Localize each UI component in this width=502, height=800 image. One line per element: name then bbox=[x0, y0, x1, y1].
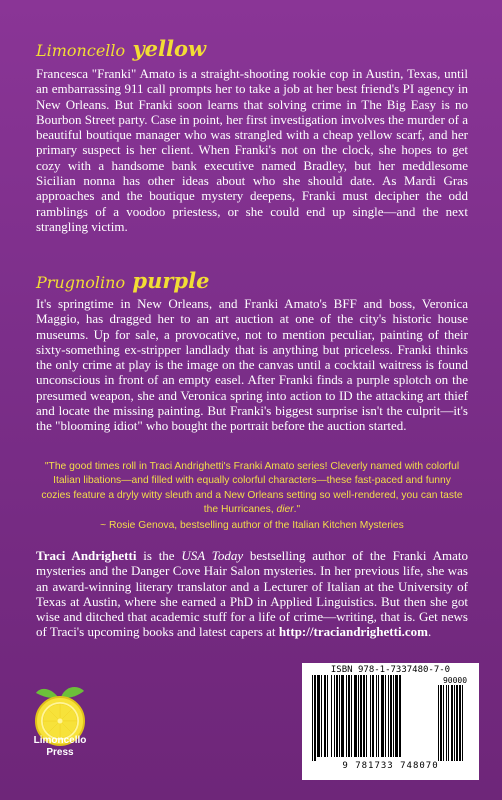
barcode-bar bbox=[363, 675, 365, 757]
barcode-addon-bar bbox=[454, 685, 455, 761]
barcode-bar bbox=[358, 675, 359, 757]
heading-script-word: Prugnolino bbox=[36, 273, 126, 292]
barcode-addon-bar bbox=[448, 685, 449, 761]
barcode-bar bbox=[360, 675, 362, 757]
barcode-bars bbox=[302, 675, 479, 761]
section-heading-prugnolino bbox=[36, 268, 209, 293]
section-heading-limoncello bbox=[36, 36, 206, 61]
barcode-addon-bar bbox=[459, 685, 461, 761]
barcode-addon-bar bbox=[443, 685, 444, 761]
barcode-bar bbox=[393, 675, 394, 757]
barcode-bar bbox=[370, 675, 371, 757]
barcode-bar bbox=[381, 675, 384, 757]
barcode-addon-digits: 90000 bbox=[442, 676, 468, 685]
barcode-addon-bar bbox=[440, 685, 442, 761]
barcode-bar bbox=[324, 675, 326, 757]
barcode-bar bbox=[341, 675, 344, 757]
synopsis-prugnolino-purple: It's springtime in New Orleans, and Franki Amato's BFF and boss, Veronica Maggio, has dragged her to an art auction at one of the city's historic house museums. Up for sale, a provocative, not to mention peculiar, painting of their sixty-something ex-stripper landlady that is anything but priceless. Franki thinks the only crime at play is the image on the canvas until a cocktail waitress is found unconscious in front of an empty easel. After Franki finds a purple splotch on the presumed weapon, she and Veronica spring into action to ID the attacking art thief and locate the missing painting. But Franki's biggest surprise isn't the culprit—it's the "blooming idiot" who bought the portrait before the auction started. bbox=[36, 296, 468, 434]
quote-text: "The good times roll in Traci Andrighetti's Franki Amato series! Cleverly named with colorful Italian libations—and filled with equally colorful characters—these fast-paced and funny cozies feature a dryly witty sleuth and a New Orleans setting so well-rendered, you can taste the Hurricanes, bbox=[41, 461, 463, 516]
barcode-bar bbox=[314, 675, 316, 761]
quote-attribution: ~ Rosie Genova, bestselling author of the Italian Kitchen Mysteries bbox=[100, 520, 404, 531]
barcode-addon-bar bbox=[451, 685, 453, 761]
barcode-digits: 9 781733 748070 bbox=[342, 761, 439, 771]
review-quote bbox=[40, 460, 464, 518]
barcode-bar bbox=[336, 675, 338, 757]
barcode-addon-bar bbox=[456, 685, 458, 761]
author-name: Traci Andrighetti bbox=[36, 548, 137, 563]
bio-text-end: . bbox=[427, 624, 432, 640]
bio-text: bestselling author of the Franki Amato mysteries and the Danger Cove Hair Salon mysteries. In her previous life, she was an award-winning literary translator and a Lecturer of Italian at the University of Texas at Austin, where she earned a PhD in Applied Linguistics. But then she got wise and ditched that academic stuff for a life of crime—writing, that is. Get news of Traci's upcoming books and latest capers at bbox=[36, 548, 468, 640]
barcode-bar bbox=[395, 675, 398, 757]
barcode-bar bbox=[385, 675, 386, 757]
author-bio bbox=[36, 548, 468, 640]
barcode-bar bbox=[388, 675, 389, 757]
heading-color-word: yellow bbox=[132, 36, 207, 61]
barcode-bar bbox=[346, 675, 347, 757]
barcode-bar bbox=[327, 675, 328, 757]
barcode-bar bbox=[366, 675, 367, 757]
barcode-bar bbox=[399, 675, 401, 757]
barcode-bar bbox=[339, 675, 340, 757]
bio-text: is the bbox=[136, 548, 182, 563]
synopsis-limoncello-yellow: Francesca "Franki" Amato is a straight-shooting rookie cop in Austin, Texas, until an embarrassing 911 call prompts her to take a job at her best friend's PI agency in New Orleans. But Franki soon learns that solving crime in The Big Easy is no Bourbon Street party. Case in point, her first investigation involves the murder of a beautiful boutique manager who was strangled with a cheap yellow scarf, and her primary suspect is her client. When Franki's not on the clock, she hopes to get cozy with a handsome bank executive named Bradley, but her meddlesome Sicilian nonna has other ideas about who she should date. As Mardi Gras approaches and the boutique mystery deepens, Franki must decipher the odd ramblings of a voodoo priestess, or she could end up single—and the next strangling victim. bbox=[36, 66, 468, 234]
barcode-addon-bar bbox=[446, 685, 447, 761]
barcode-bar bbox=[348, 675, 350, 757]
barcode-bar bbox=[321, 675, 322, 757]
barcode-bar bbox=[317, 675, 320, 757]
heading-color-word: purple bbox=[132, 268, 210, 293]
publisher-name-line1: Limoncello bbox=[33, 735, 87, 746]
barcode-bar bbox=[354, 675, 357, 757]
barcode-bar bbox=[351, 675, 352, 757]
isbn-number: ISBN 978-1-7337480-7-0 bbox=[330, 665, 451, 675]
publisher-name-line2: Press bbox=[46, 747, 74, 758]
barcode-addon-bar bbox=[462, 685, 463, 761]
barcode-bar bbox=[372, 675, 374, 757]
publisher-name bbox=[18, 735, 102, 759]
barcode-addon-bar bbox=[438, 685, 439, 761]
barcode-bar bbox=[312, 675, 313, 761]
isbn-barcode bbox=[302, 663, 479, 780]
barcode-bar bbox=[376, 675, 377, 757]
barcode-bar bbox=[331, 675, 332, 757]
barcode-bar bbox=[378, 675, 379, 757]
heading-script-word: Limoncello bbox=[36, 41, 126, 60]
bio-italic-title: USA Today bbox=[181, 548, 244, 563]
quote-italic-word: dier bbox=[276, 504, 294, 516]
quote-end: ." bbox=[293, 504, 301, 516]
barcode-bar bbox=[334, 675, 335, 757]
barcode-bar bbox=[390, 675, 392, 757]
author-website: http://traciandrighetti.com bbox=[278, 624, 428, 640]
